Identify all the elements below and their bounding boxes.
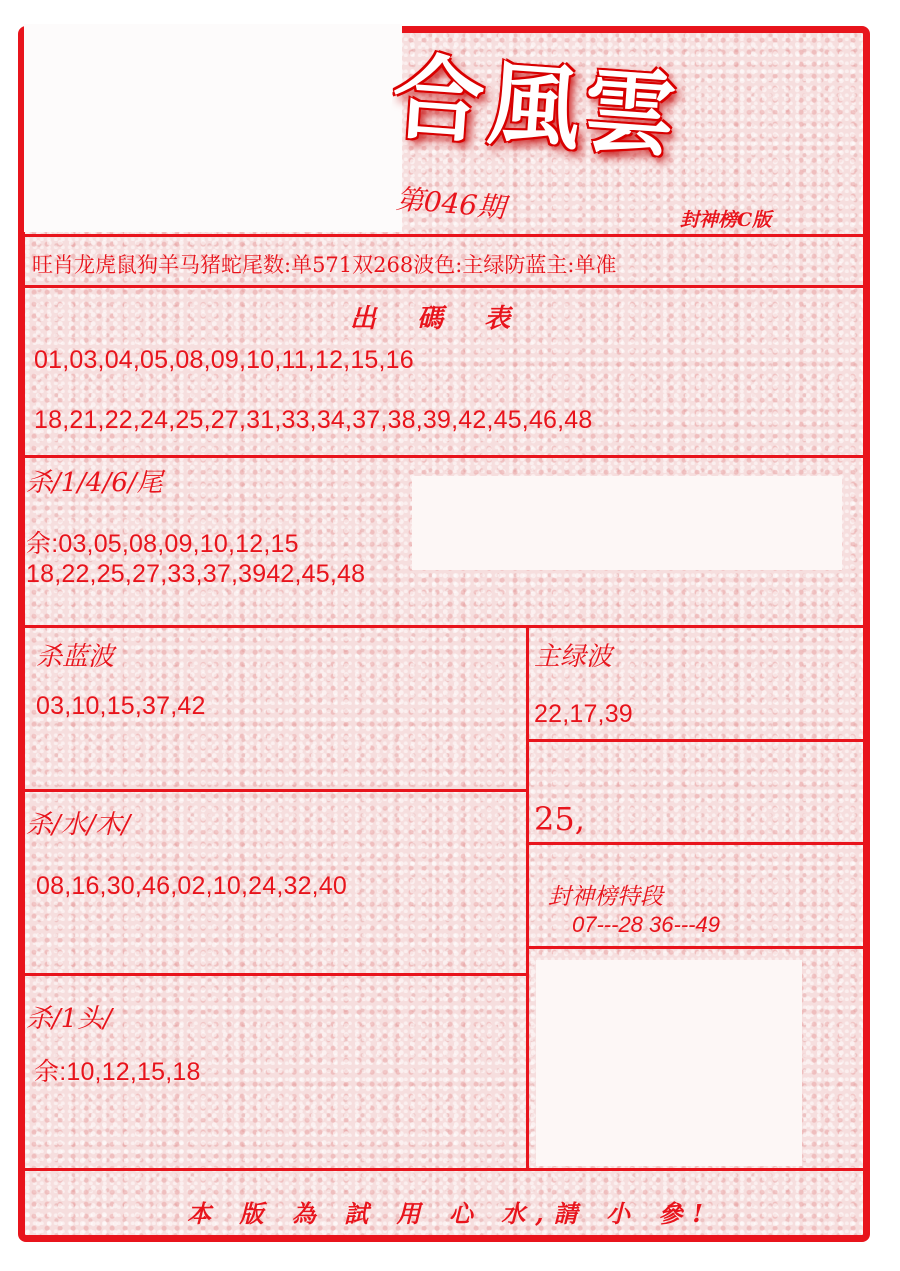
main-green-label: 主绿波 <box>534 642 613 672</box>
tail-blank-panel <box>412 476 842 570</box>
chart-heading: 出 碼 表 <box>350 304 527 334</box>
kill-head-numbers: 余:10,12,15,18 <box>34 1058 201 1086</box>
chart-row-2: 18,21,22,24,25,27,31,33,34,37,38,39,42,45,46,48 <box>34 406 593 434</box>
main-green-numbers: 22,17,39 <box>534 700 633 728</box>
header-blank-panel <box>24 24 402 232</box>
edition-label: 封神榜C版 <box>680 209 772 231</box>
issue-number: 第046期 <box>394 182 507 225</box>
tail-kill-label: 杀/1/4/6/尾 <box>26 468 163 498</box>
divider <box>22 285 866 288</box>
divider <box>22 1168 866 1171</box>
special-range-label: 封神榜特段 <box>548 884 663 910</box>
divider <box>528 842 866 845</box>
kill-elements-label: 杀/水/木/ <box>26 810 131 840</box>
divider <box>22 973 528 976</box>
chart-row-1: 01,03,04,05,08,09,10,11,12,15,16 <box>34 346 414 374</box>
poster-title: 合風雲 <box>388 42 684 171</box>
tail-row-1: 余:03,05,08,09,10,12,15 <box>26 530 299 558</box>
kill-blue-numbers: 03,10,15,37,42 <box>36 692 206 720</box>
divider <box>22 625 866 628</box>
info-line: 旺肖龙虎鼠狗羊马猪蛇尾数:单571双268波色:主绿防蓝主:单准 <box>32 253 617 277</box>
footer-note: 本 版 為 試 用 心 水,請 小 參! <box>187 1199 713 1228</box>
divider <box>22 234 866 237</box>
divider <box>22 789 528 792</box>
column-divider <box>526 625 529 1170</box>
divider <box>528 946 866 949</box>
kill-elements-numbers: 08,16,30,46,02,10,24,32,40 <box>36 872 348 900</box>
kill-head-label: 杀/1头/ <box>26 1004 113 1034</box>
divider <box>22 455 866 458</box>
divider <box>528 739 866 742</box>
bottom-blank-panel <box>536 960 802 1166</box>
tail-row-2: 18,22,25,27,33,37,3942,45,48 <box>26 560 366 588</box>
single-pick: 25, <box>534 800 585 838</box>
kill-blue-label: 杀蓝波 <box>36 642 115 672</box>
special-range-values: 07---28 36---49 <box>572 912 720 937</box>
